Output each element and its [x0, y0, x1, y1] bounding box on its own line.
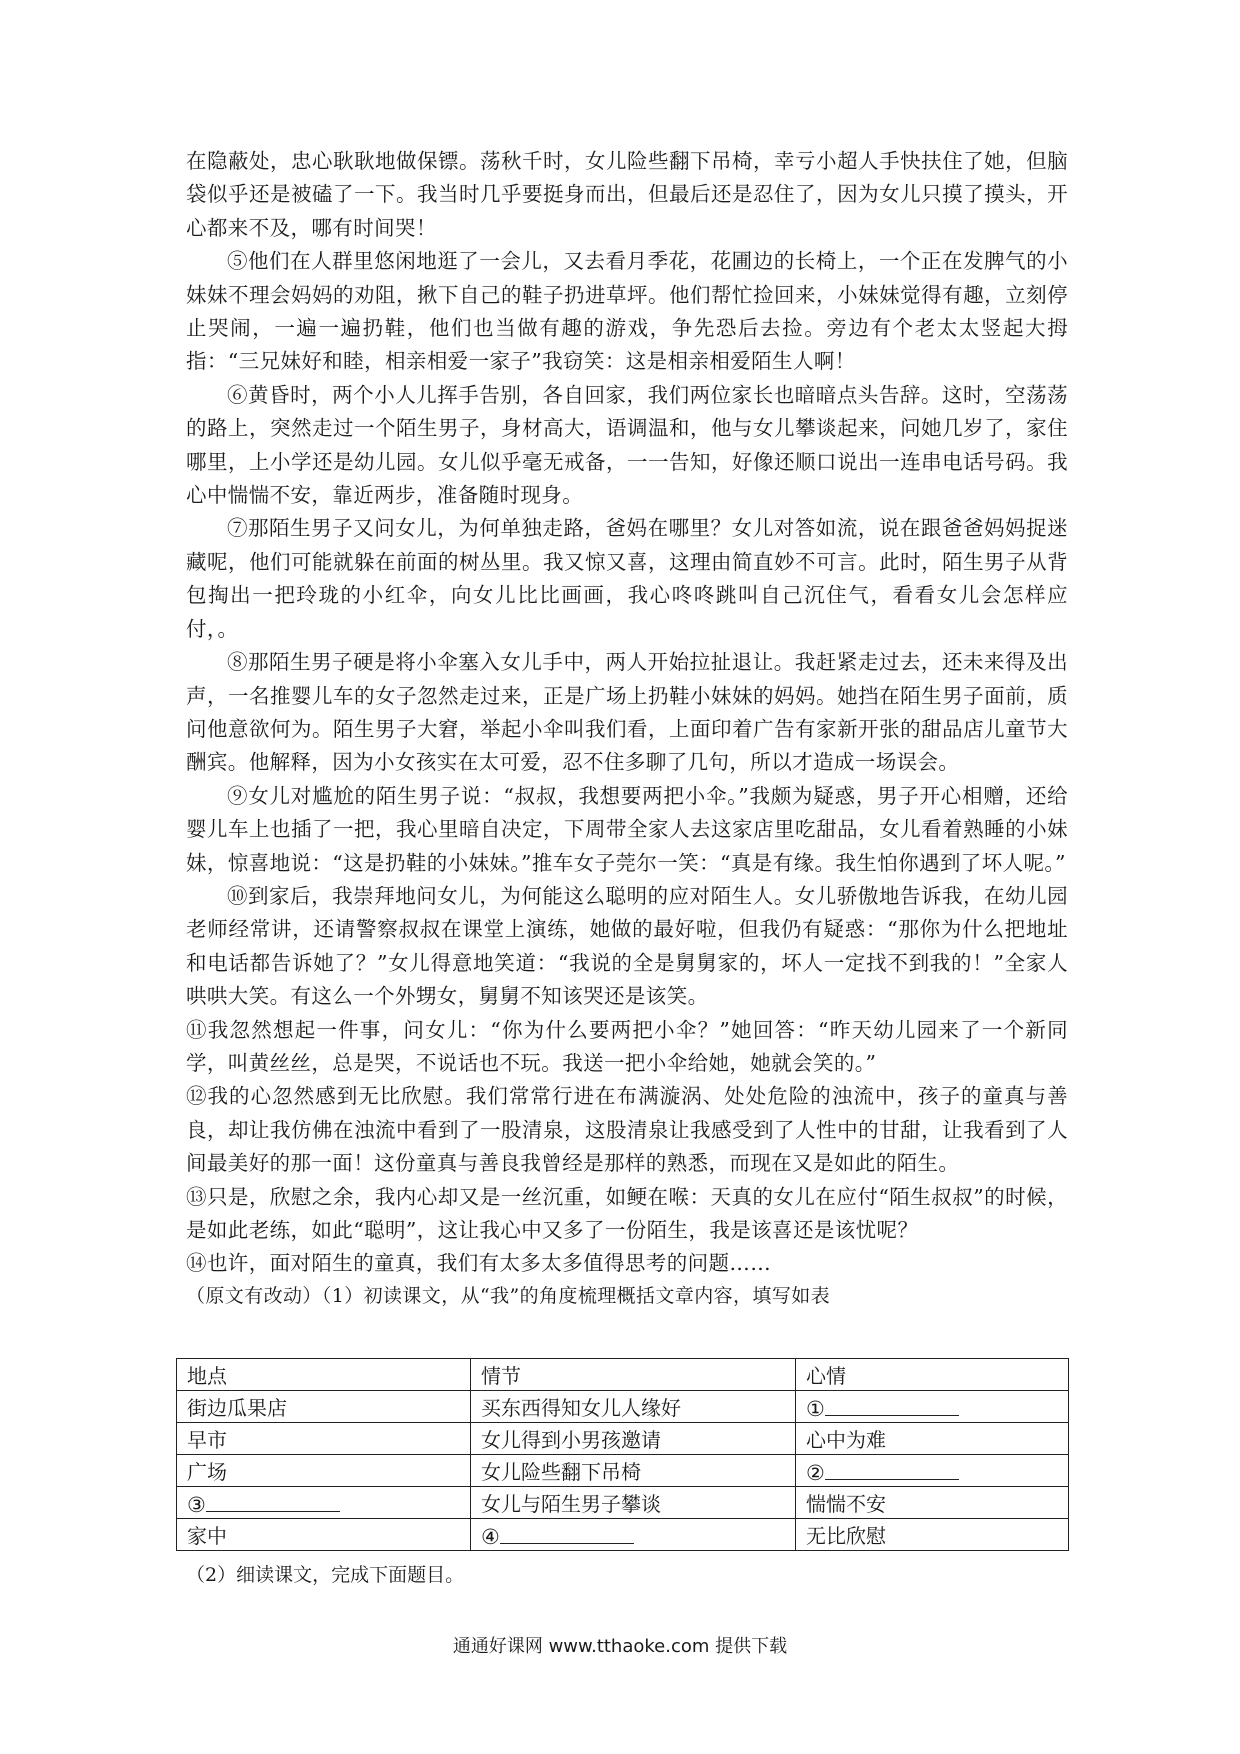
paragraph-7: ⑦那陌生男子又问女儿，为何单独走路，爸妈在哪里？女儿对答如流，说在跟爸爸妈妈捉迷藏呢，他们可能就躲在前面的树丛里。我又惊又喜，这理由简直妙不可言。此时，陌生男子从背包掏出一把玲珑的小红伞，向女儿比比画画，我心咚咚跳叫自己沉住气，看看女儿会怎样应付，。: [186, 516, 1068, 641]
answer-blank[interactable]: [500, 1521, 634, 1544]
header-plot: 情节: [471, 1359, 796, 1391]
place-cell[interactable]: [177, 1487, 471, 1519]
paragraph-12: ⑫我的心忽然感到无比欣慰。我们常常行进在布满漩涡、处处危险的浊流中，孩子的童真与善良，却让我仿佛在浊流中看到了一股清泉，这股清泉让我感受到了人性中的甘甜，让我看到了人间最美好的那一面！这份童真与善良我曾经是那样的熟悉，而现在又是如此的陌生。: [186, 1084, 1068, 1176]
place-cell: 早市: [177, 1423, 471, 1455]
place-cell: 街边瓜果店: [177, 1391, 471, 1423]
plot-cell: 买东西得知女儿人缘好: [471, 1391, 796, 1423]
mood-cell[interactable]: [796, 1391, 1069, 1423]
table-row: [177, 1423, 1069, 1455]
header-place: 地点: [177, 1359, 471, 1391]
paragraph-11: ⑪我忽然想起一件事，问女儿：“你为什么要两把小伞？”她回答：“昨天幼儿园来了一个新同学，叫黄丝丝，总是哭，不说话也不玩。我送一把小伞给她，她就会笑的。”: [186, 1017, 1068, 1075]
paragraph-4-end: 在隐蔽处，忠心耿耿地做保镖。荡秋千时，女儿险些翻下吊椅，幸亏小超人手快扶住了她，但脑袋似乎还是被磕了一下。我当时几乎要挺身而出，但最后还是忍住了，因为女儿只摸了摸头，开心都来不及，哪有时间哭！: [186, 149, 1068, 240]
place-cell: 广场: [177, 1455, 471, 1487]
paragraph-10: ⑩到家后，我崇拜地问女儿，为何能这么聪明的应对陌生人。女儿骄傲地告诉我，在幼儿园老师经常讲，还请警察叔叔在课堂上演练，她做的最好啦，但我仍有疑惑：“那你为什么把地址和电话都告诉她了？”女儿得意地笑道：“我说的全是舅舅家的，坏人一定找不到我的！”全家人哄哄大笑。有这么一个外甥女，舅舅不知该哭还是该笑。: [186, 883, 1068, 1009]
paragraph-6: ⑥黄昏时，两个小人儿挥手告别，各自回家，我们两位家长也暗暗点头告辞。这时，空荡荡的路上，突然走过一个陌生男子，身材高大，语调温和，他与女儿攀谈起来，问她几岁了，家住哪里，上小学还是幼儿园。女儿似乎毫无戒备，一一告知，好像还顺口说出一连串电话号码。我心中惴惴不安，靠近两步，准备随时现身。: [186, 382, 1068, 508]
blank-marker: ③: [187, 1492, 206, 1517]
table-row: [177, 1487, 1069, 1519]
paragraph-14: ⑭也许，面对陌生的童真，我们有太多太多值得思考的问题……: [186, 1251, 772, 1276]
table-header-row: [177, 1359, 1069, 1391]
summary-table: [176, 1358, 1069, 1551]
table-row: [177, 1455, 1069, 1487]
mood-cell: 惴惴不安: [796, 1487, 1069, 1519]
mood-cell[interactable]: [796, 1455, 1069, 1487]
paragraph-9: ⑨女儿对尴尬的陌生男子说：“叔叔，我想要两把小伞。”我颇为疑惑，男子开心相赠，还给婴儿车上也插了一把，我心里暗自决定，下周带全家人去这家店里吃甜品，女儿看着熟睡的小妹妹，惊喜地说：“这是扔鞋的小妹妹。”推车女子莞尔一笑：“真是有缘。我生怕你遇到了坏人呢。”: [186, 783, 1068, 875]
table-row: [177, 1519, 1069, 1551]
blank-marker: ②: [806, 1460, 825, 1485]
answer-blank[interactable]: [825, 1393, 959, 1416]
answer-blank[interactable]: [825, 1457, 959, 1480]
table-row: [177, 1391, 1069, 1423]
plot-cell: 女儿得到小男孩邀请: [471, 1423, 796, 1455]
paragraph-8: ⑧那陌生男子硬是将小伞塞入女儿手中，两人开始拉扯退让。我赶紧走过去，还未来得及出声，一名推婴儿车的女子忽然走过来，正是广场上扔鞋小妹妹的妈妈。她挡在陌生男子面前，质问他意欲何为。陌生男子大窘，举起小伞叫我们看，上面印着广告有家新开张的甜品店儿童节大酬宾。他解释，因为小女孩实在太可爱，忍不住多聊了几句，所以才造成一场误会。: [186, 650, 1068, 775]
mood-cell: 无比欣慰: [796, 1519, 1069, 1551]
header-mood: 心情: [796, 1359, 1069, 1391]
plot-cell: 女儿与陌生男子攀谈: [471, 1487, 796, 1519]
answer-blank[interactable]: [206, 1489, 340, 1512]
question-1-prompt: （原文有改动）（1）初读课文，从“我”的角度梳理概括文章内容，填写如表: [186, 1284, 831, 1307]
blank-marker: ①: [806, 1396, 825, 1421]
question-2-prompt: （2）细读课文，完成下面题目。: [186, 1564, 465, 1586]
article-body: [186, 145, 1068, 1311]
place-cell: 家中: [177, 1519, 471, 1551]
paragraph-5: ⑤他们在人群里悠闲地逛了一会儿，又去看月季花，花圃边的长椅上，一个正在发脾气的小妹妹不理会妈妈的劝阻，揪下自己的鞋子扔进草坪。他们帮忙捡回来，小妹妹觉得有趣，立刻停止哭闹，一遍一遍扔鞋，他们也当做有趣的游戏，争先恐后去捡。旁边有个老太太竖起大拇指：“三兄妹好和睦，相亲相爱一家子”我窃笑：这是相亲相爱陌生人啊！: [186, 249, 1068, 374]
plot-cell[interactable]: [471, 1519, 796, 1551]
plot-cell: 女儿险些翻下吊椅: [471, 1455, 796, 1487]
mood-cell: 心中为难: [796, 1423, 1069, 1455]
footer-source: 通通好课网 www.tthaoke.com 提供下载: [452, 1636, 788, 1657]
paragraph-13: ⑬只是，欣慰之余，我内心却又是一丝沉重，如鲠在喉：天真的女儿在应付“陌生叔叔”的时候，是如此老练，如此“聪明”，这让我心中又多了一份陌生，我是该喜还是该忧呢？: [186, 1184, 1068, 1242]
blank-marker: ④: [481, 1524, 500, 1549]
